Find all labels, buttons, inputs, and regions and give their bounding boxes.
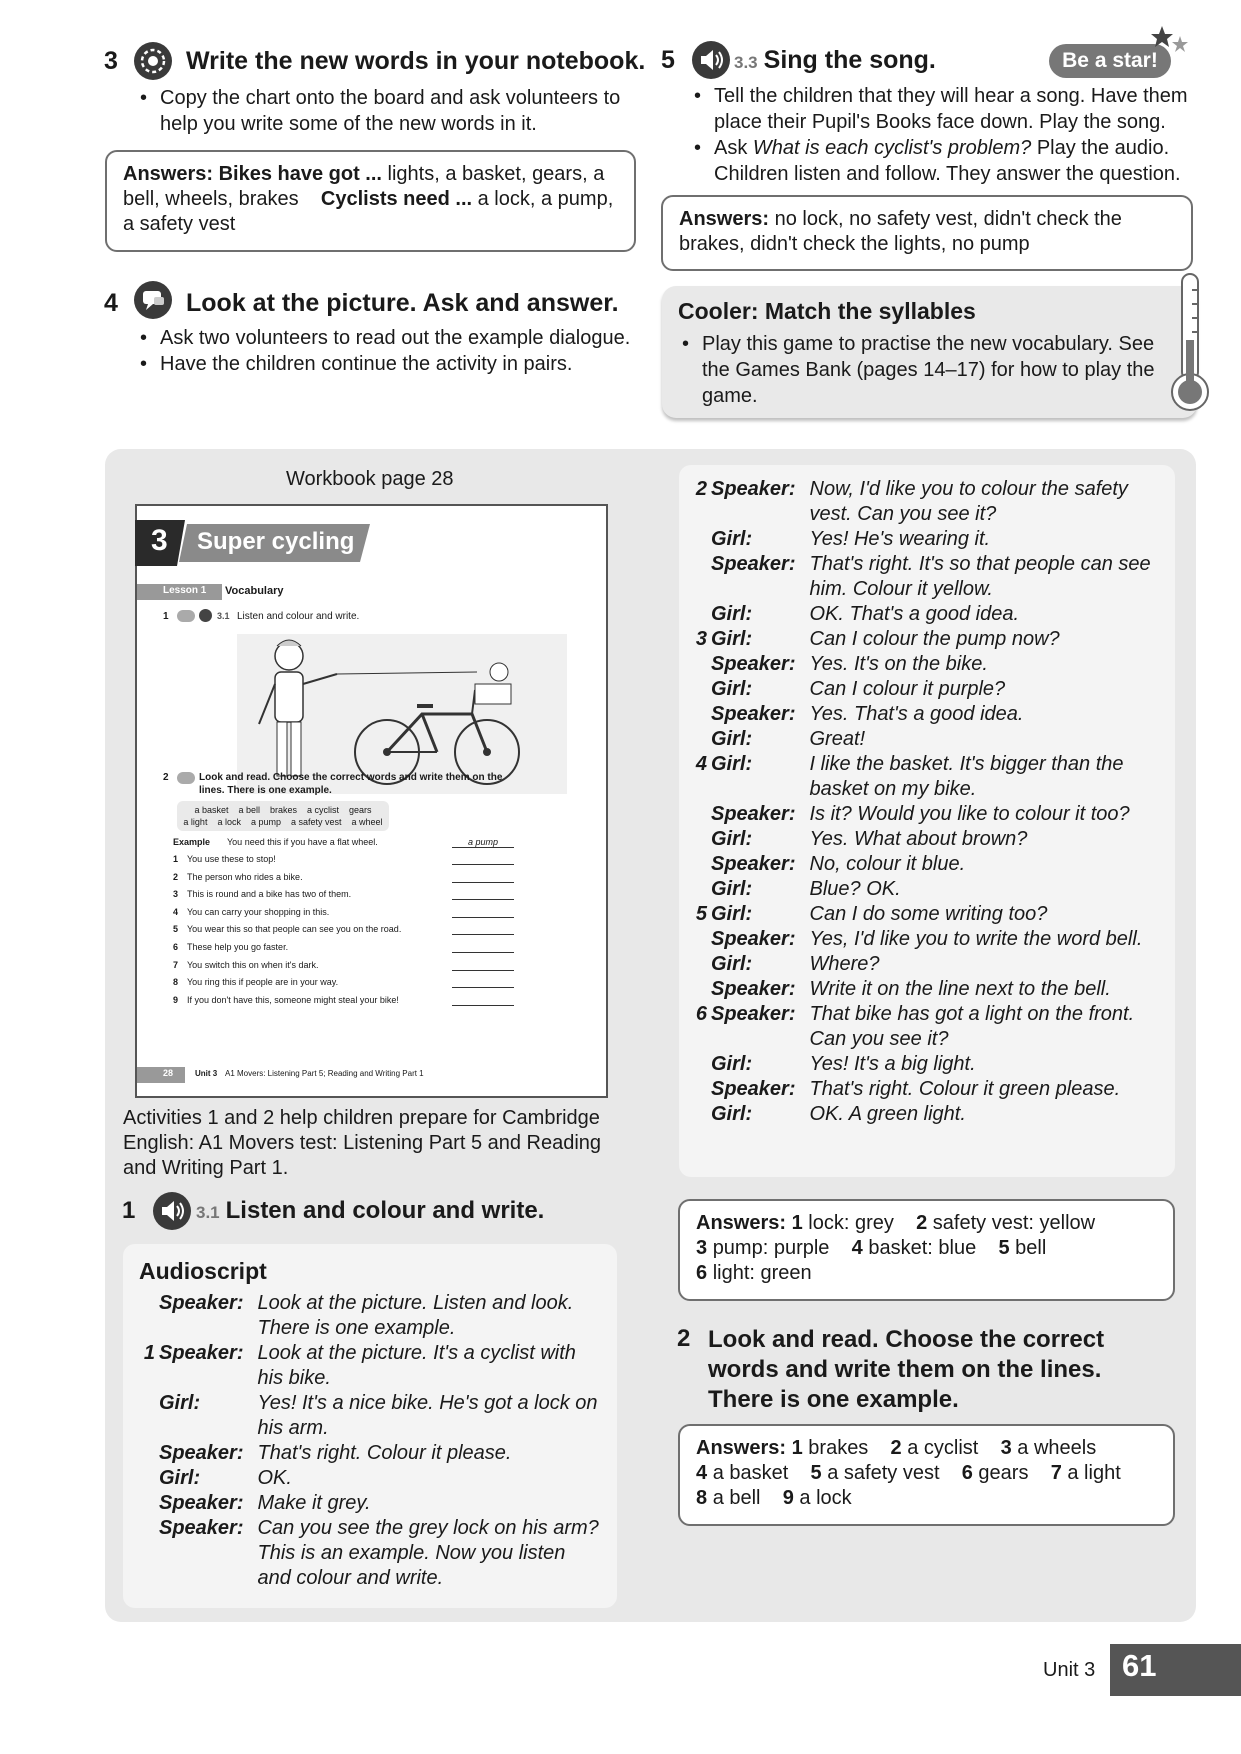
wb-question-text: You use these to stop! <box>187 854 276 864</box>
be-a-star-badge: Be a star! <box>1049 44 1171 78</box>
dialogue-item-number: 6 <box>695 1003 707 1025</box>
dialogue-row <box>691 477 1163 527</box>
dialogue-line: Yes! It's a big light. <box>809 1053 976 1075</box>
wb-question-number: 4 <box>173 906 179 917</box>
answers-label-2: Cyclists need ... <box>320 188 473 210</box>
dialogue-speaker: Girl: <box>711 628 753 650</box>
wb-example-answer: a pump <box>452 837 514 848</box>
activity-5-bullets <box>690 83 1210 187</box>
activity-3-answers-box <box>105 150 636 252</box>
dialogue-row <box>691 1052 1163 1077</box>
activity-4-number: 4 <box>104 289 118 317</box>
dialogue-item-number <box>691 652 711 677</box>
dialogue-row <box>691 1077 1163 1102</box>
dialogue-line: Where? <box>809 953 880 975</box>
bullet-item: • Ask two volunteers to read out the example dialogue. <box>136 325 646 351</box>
dialogue-line: Look at the picture. Listen and look. There is one example. <box>257 1292 574 1339</box>
answers-label: Answers: <box>696 1437 787 1459</box>
wb-answer-line[interactable] <box>452 917 514 918</box>
dialogue-row <box>139 1391 601 1441</box>
answers-label: Answers: <box>696 1212 787 1234</box>
dialogue-item-number <box>139 1291 159 1341</box>
activity-4-title: Look at the picture. Ask and answer. <box>186 289 619 317</box>
wb-question-text: You wear this so that people can see you on the road. <box>187 924 402 935</box>
wb-footer-text: A1 Movers: Listening Part 5; Reading and Writing Part 1 <box>225 1069 424 1078</box>
dialogue-item-number <box>691 1077 711 1102</box>
colour-icon <box>177 610 195 622</box>
dialogue-speaker: Speaker: <box>711 653 796 675</box>
dialogue-speaker: Girl: <box>159 1392 201 1414</box>
dialogue-speaker: Speaker: <box>711 803 796 825</box>
answers-text-2: a lock, a pump, a safety vest <box>123 188 614 235</box>
dialogue-row <box>691 652 1163 677</box>
wb-question-row <box>173 887 573 905</box>
activity-5-answers-box <box>661 195 1193 271</box>
dialogue-row <box>691 802 1163 827</box>
dialogue-item-number <box>691 602 711 627</box>
workbook-caption: Workbook page 28 <box>286 468 454 490</box>
dialogue-row <box>691 852 1163 877</box>
dialogue-speaker: Girl: <box>711 828 753 850</box>
dialogue-row <box>139 1491 601 1516</box>
wb-question-number: 5 <box>173 924 179 935</box>
dialogue-item-number <box>691 852 711 877</box>
wb-activity-2-title: Look and read. Choose the correct words and write them on the lines. There is one example. <box>708 1326 1105 1413</box>
dialogue-item-number <box>691 877 711 902</box>
dialogue-row <box>139 1466 601 1491</box>
wb-ex1-text: Listen and colour and write. <box>237 611 360 622</box>
dialogue-item-number <box>691 952 711 977</box>
dialogue-row <box>139 1516 601 1591</box>
wb-question-text: You switch this on when it's dark. <box>187 959 319 970</box>
dialogue-speaker: Speaker: <box>711 1003 796 1025</box>
dialogue-row <box>691 752 1163 802</box>
dialogue-item-number <box>691 702 711 727</box>
dialogue-line: Great! <box>809 728 866 750</box>
dialogue-row <box>691 627 1163 652</box>
wb-question-text: The person who rides a bike. <box>187 871 303 882</box>
dialogue-line: Is it? Would you like to colour it too? <box>809 803 1130 825</box>
audio-track-number: 3.1 <box>196 1203 220 1222</box>
wb-answer-line[interactable] <box>452 882 514 883</box>
wb-question-row <box>173 905 573 923</box>
dialogue-row <box>691 527 1163 552</box>
dialogue-item-number: 4 <box>695 753 707 775</box>
dialogue-line: No, colour it blue. <box>809 853 966 875</box>
wb-example-label: Example <box>173 837 211 847</box>
wb-activity-1-answers-box: Answers: 1 lock: grey 2 safety vest: yellow 3 pump: purple 4 basket: blue 5 bell 6 light: green <box>678 1199 1175 1301</box>
dialogue-item-number: 1 <box>143 1342 155 1364</box>
dialogue-item-number <box>139 1491 159 1516</box>
dialogue-line: OK. That's a good idea. <box>809 603 1020 625</box>
dialogue-row <box>691 1002 1163 1052</box>
wb-question-row <box>173 993 573 1011</box>
dialogue-row <box>691 1102 1163 1127</box>
dialogue-line: Yes. It's on the bike. <box>809 653 988 675</box>
dialogue-item-number: 2 <box>695 478 707 500</box>
audioscript-card <box>123 1244 617 1608</box>
dialogue-row <box>691 827 1163 852</box>
wb-answer-line[interactable] <box>452 952 514 953</box>
dialogue-line: That's right. Colour it please. <box>257 1442 512 1464</box>
dialogue-item-number <box>691 1052 711 1077</box>
wb-question-row <box>173 958 573 976</box>
dialogue-row <box>691 552 1163 602</box>
dialogue-line: Look at the picture. It's a cyclist with his bike. <box>257 1342 576 1389</box>
dialogue-speaker: Speaker: <box>711 553 796 575</box>
audioscript-dialogue-right <box>691 477 1163 1127</box>
wb-ex1-number: 1 <box>163 611 169 622</box>
page-number: 61 <box>1122 1648 1157 1683</box>
cooler-title: Cooler: Match the syllables <box>678 298 976 324</box>
dialogue-row <box>691 602 1163 627</box>
wb-footer-unit: Unit 3 <box>195 1069 218 1078</box>
dialogue-row <box>691 927 1163 952</box>
bullet-item: • Copy the chart onto the board and ask volunteers to help you write some of the new words in it. <box>136 85 636 137</box>
dialogue-line: Now, I'd like you to colour the safety vest. Can you see it? <box>809 478 1128 525</box>
lesson-label: Lesson 1 <box>163 585 207 596</box>
wb-question-number: 7 <box>173 959 179 970</box>
wb-example-text: You need this if you have a flat wheel. <box>227 837 378 847</box>
wb-question-row <box>173 922 573 940</box>
dialogue-line: Blue? OK. <box>809 878 901 900</box>
dialogue-speaker: Speaker: <box>159 1517 244 1539</box>
dialogue-item-number <box>691 727 711 752</box>
unit-number: 3 <box>151 524 168 557</box>
dialogue-item-number <box>691 977 711 1002</box>
dialogue-speaker: Girl: <box>159 1467 201 1489</box>
dialogue-speaker: Girl: <box>711 1103 753 1125</box>
wb-question-text: You ring this if people are in your way. <box>187 977 339 988</box>
wb-activity-2-number: 2 <box>677 1325 691 1352</box>
dialogue-speaker: Girl: <box>711 903 753 925</box>
dialogue-line: Write it on the line next to the bell. <box>809 978 1111 1000</box>
dialogue-line: Make it grey. <box>257 1492 371 1514</box>
dialogue-line: OK. <box>257 1467 292 1489</box>
dialogue-item-number <box>691 677 711 702</box>
wb-question-text: You can carry your shopping in this. <box>187 906 330 917</box>
wb-question-row <box>173 852 573 870</box>
unit-title: Super cycling <box>197 528 355 555</box>
dialogue-speaker: Speaker: <box>159 1292 244 1314</box>
dialogue-speaker: Girl: <box>711 528 753 550</box>
dialogue-line: That bike has got a light on the front. Can you see it? <box>809 1003 1135 1050</box>
read-icon <box>177 772 195 784</box>
dialogue-row <box>139 1441 601 1466</box>
wb-answer-line[interactable] <box>452 934 514 935</box>
activity-5-number: 5 <box>661 46 675 74</box>
dialogue-row <box>691 952 1163 977</box>
word-box <box>177 801 389 831</box>
lesson-name: Vocabulary <box>225 585 284 597</box>
wb-question-number: 1 <box>173 854 179 864</box>
cooler-bullets <box>678 331 1158 409</box>
wb-activity-1-title <box>196 1197 544 1225</box>
dialogue-line: Yes, I'd like you to write the word bell. <box>809 928 1143 950</box>
dialogue-speaker: Girl: <box>711 753 753 775</box>
wb-question-row <box>173 975 573 993</box>
dialogue-speaker: Speaker: <box>711 978 796 1000</box>
word-box-row: a basket a bell brakes a cyclist gears <box>194 805 372 815</box>
dialogue-row <box>139 1341 601 1391</box>
wb-answer-line[interactable] <box>452 864 514 865</box>
dialogue-item-number <box>139 1516 159 1591</box>
dialogue-speaker: Girl: <box>711 603 753 625</box>
cooler-box <box>662 286 1197 418</box>
wb-question-number: 2 <box>173 871 179 882</box>
dialogue-item-number <box>139 1391 159 1441</box>
dialogue-line: I like the basket. It's bigger than the basket on my bike. <box>809 753 1124 800</box>
dialogue-line: Yes. What about brown? <box>809 828 1028 850</box>
wb-question-number: 9 <box>173 994 179 1005</box>
dialogue-line: Yes! It's a nice bike. He's got a lock on his arm. <box>257 1392 598 1439</box>
wb-answer-line[interactable] <box>452 987 514 988</box>
wb-question-row <box>173 940 573 958</box>
dialogue-item-number: 3 <box>695 628 707 650</box>
dialogue-item-number: 5 <box>695 903 707 925</box>
audio-track-number: 3.3 <box>734 53 758 72</box>
workbook-page-thumbnail <box>135 504 608 1098</box>
dialogue-speaker: Speaker: <box>159 1342 244 1364</box>
wb-question-number: 3 <box>173 889 179 900</box>
dialogue-speaker: Girl: <box>711 1053 753 1075</box>
audioscript-continued-card <box>679 465 1175 1177</box>
dialogue-row <box>691 677 1163 702</box>
wb-question-text: These help you go faster. <box>187 941 289 952</box>
dialogue-line: Can I do some writing too? <box>809 903 1048 925</box>
answers-text: no lock, no safety vest, didn't check the brakes, didn't check the lights, no pump <box>679 208 1122 255</box>
dialogue-row <box>691 877 1163 902</box>
dialogue-line: That's right. Colour it green please. <box>809 1078 1121 1100</box>
cambridge-prep-note: Activities 1 and 2 help children prepare for Cambridge English: A1 Movers test: Listening Part 5 and Reading and Writing Part 1. <box>123 1107 602 1179</box>
dialogue-line: OK. A green light. <box>809 1103 966 1125</box>
speech-bubble-icon <box>134 281 172 319</box>
speaker-audio-icon <box>199 609 212 622</box>
wb-ex2-text: Look and read. Choose the correct words and write them on the lines. There is one example. <box>199 772 503 796</box>
bullet-item: • Tell the children that they will hear a song. Have them place their Pupil's Books face down. Play the song. <box>690 83 1210 135</box>
dialogue-speaker: Girl: <box>711 953 753 975</box>
wb-question-text: This is round and a bike has two of them. <box>187 889 352 900</box>
dialogue-row <box>691 977 1163 1002</box>
answers-label: Answers: Bikes have got ... <box>123 163 382 185</box>
dialogue-speaker: Speaker: <box>711 703 796 725</box>
activity-4-bullets <box>136 325 646 377</box>
wb-activity-2-answers-box: Answers: 1 brakes 2 a cyclist 3 a wheels 4 a basket 5 a safety vest 6 gears 7 a light 8 a bell 9 a lock <box>678 1424 1175 1526</box>
dialogue-item-number <box>691 927 711 952</box>
word-box-row: a light a lock a pump a safety vest a wheel <box>183 817 383 827</box>
wb-ex1-track: 3.1 <box>217 611 230 621</box>
activity-5-title <box>734 46 936 75</box>
bullet-item: • Play this game to practise the new vocabulary. See the Games Bank (pages 14–17) for how to play the game. <box>678 331 1158 409</box>
dialogue-speaker: Girl: <box>711 678 753 700</box>
dialogue-line: Can you see the grey lock on his arm? This is an example. Now you listen and colour and write. <box>257 1517 599 1589</box>
audioscript-title: Audioscript <box>139 1258 267 1284</box>
wb-answer-line[interactable] <box>452 1005 514 1006</box>
dialogue-line: Yes. That's a good idea. <box>809 703 1024 725</box>
dialogue-line: Can I colour it purple? <box>809 678 1006 700</box>
dialogue-speaker: Speaker: <box>711 928 796 950</box>
dialogue-row <box>691 902 1163 927</box>
activity-3-bullets <box>136 85 636 137</box>
dialogue-item-number <box>139 1466 159 1491</box>
footer-unit: Unit 3 <box>1043 1659 1096 1681</box>
thermometer-icon <box>1168 270 1212 421</box>
dialogue-item-number <box>691 827 711 852</box>
wb-activity-1-title-text: Listen and colour and write. <box>225 1197 545 1224</box>
dialogue-speaker: Girl: <box>711 878 753 900</box>
activity-3-number: 3 <box>104 47 118 75</box>
dialogue-row <box>691 702 1163 727</box>
bullet-item: • Ask What is each cyclist's problem? Play the audio. Children listen and follow. They answer the question. <box>690 135 1210 187</box>
dialogue-row <box>691 727 1163 752</box>
activity-3-title: Write the new words in your notebook. <box>186 47 646 75</box>
speaker-audio-icon[interactable] <box>692 41 730 79</box>
dialogue-item-number <box>691 527 711 552</box>
dialogue-speaker: Speaker: <box>159 1492 244 1514</box>
wb-question-row <box>173 870 573 888</box>
wb-question-text: If you don't have this, someone might steal your bike! <box>187 994 399 1005</box>
answers-label: Answers: <box>679 208 770 230</box>
writing-icon <box>134 42 172 80</box>
wb-page-tab <box>137 1067 185 1083</box>
dialogue-item-number <box>139 1441 159 1466</box>
wb-question-number: 8 <box>173 977 179 988</box>
dialogue-item-number <box>691 1102 711 1127</box>
dialogue-row <box>139 1291 601 1341</box>
wb-item-list <box>173 852 573 1010</box>
wb-ex2-number: 2 <box>163 772 169 783</box>
answers-text: lights, a basket, gears, a bell, wheels, brakes <box>123 163 605 210</box>
speaker-audio-icon[interactable] <box>153 1192 191 1230</box>
wb-question-number: 6 <box>173 941 179 952</box>
dialogue-item-number <box>691 552 711 602</box>
wb-activity-1-number: 1 <box>122 1197 136 1224</box>
wb-answer-line[interactable] <box>452 899 514 900</box>
activity-5-title-text: Sing the song. <box>763 46 936 74</box>
wb-answer-line[interactable] <box>452 970 514 971</box>
dialogue-speaker: Speaker: <box>159 1442 244 1464</box>
bullet-item: • Have the children continue the activity in pairs. <box>136 351 646 377</box>
dialogue-line: That's right. It's so that people can see him. Colour it yellow. <box>809 553 1151 600</box>
dialogue-line: Can I colour the pump now? <box>809 628 1060 650</box>
audioscript-dialogue-left <box>139 1291 601 1591</box>
cyclist-with-bike-illustration <box>237 634 567 794</box>
star-icon <box>1148 22 1192 71</box>
dialogue-line: Yes! He's wearing it. <box>809 528 991 550</box>
dialogue-item-number <box>691 802 711 827</box>
dialogue-speaker: Speaker: <box>711 478 796 500</box>
dialogue-speaker: Speaker: <box>711 1078 796 1100</box>
wb-footer-page: 28 <box>163 1068 174 1078</box>
dialogue-speaker: Speaker: <box>711 853 796 875</box>
dialogue-speaker: Girl: <box>711 728 753 750</box>
